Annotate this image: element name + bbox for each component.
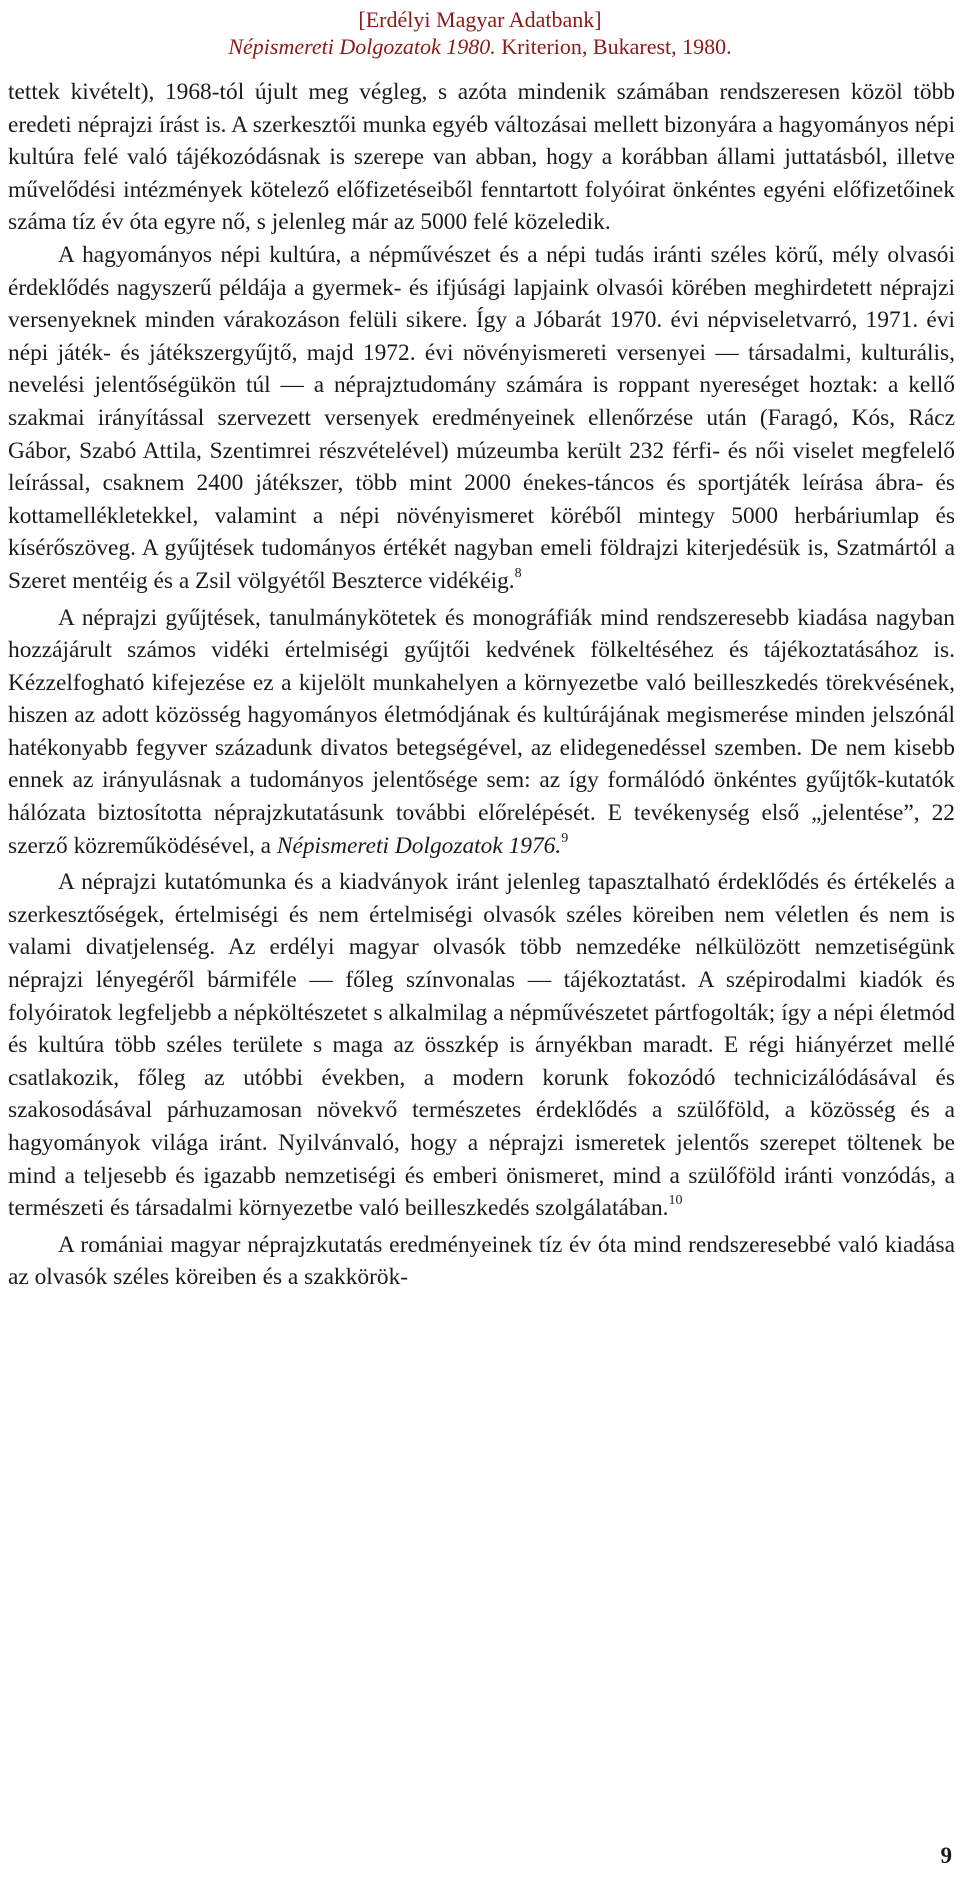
paragraph xyxy=(8,866,955,1229)
footnote-ref[interactable]: 9 xyxy=(561,830,569,846)
paragraph-text: A néprajzi kutatómunka és a kiadványok iránt jelenleg tapasztalható érdeklődés és értékelés a szerkesztőségek, értelmiségi és nem értelmiségi olvasók széles köreiben nem véletlen és nem is valami divatjelenség. Az erdélyi magyar olvasók több nemzedéke nélkülözött nemzetiségünk néprajzi lényegéről bármiféle — főleg színvonalas — tájékoztatást. A szépirodalmi kiadók és folyóiratok legfeljebb a népköltészetet s alkalmilag a népművészetet pártfogolták; így a népi életmód és kultúra több széles területe s maga az összkép is árnyékban maradt. E régi hiányérzet mellé csatlakozik, főleg az utóbbi években, a modern korunk fokozódó technicizálódásával és szakosodásával párhuzamosan növekvő természetes érdeklődés a szülőföld, a közösség és a hagyományok világa iránt. Nyilvánvaló, hogy a néprajzi ismeretek jelentős szerepet töltenek be mind a teljesebb és igazabb nemzetiségi és emberi önismeret, mind a szülőföld iránti vonzódás, a természeti és társadalmi környezetbe való beilleszkedés szolgálatában. xyxy=(8,869,955,1222)
page-header xyxy=(0,6,960,60)
header-source-title: Népismereti Dolgozatok 1980. xyxy=(228,34,496,59)
paragraph xyxy=(8,239,955,602)
page-number: 9 xyxy=(940,1843,952,1868)
header-source-publisher: Kriterion, Bukarest, 1980. xyxy=(495,34,732,59)
paragraph-continuation: tettek kivételt), 1968-tól újult meg végleg, s azóta mindenik számában rendszeresen közöl több eredeti néprajzi írást is. A szerkesztői munka egyéb változásai mellett bizonyára a hagyományos népi kultúra felé való tájékozódásnak is szerepe van abban, hogy a korábban állami juttatásból, illetve művelődési intézmények kötelező előfizetéseiből fenntartott folyóirat önkéntes egyéni előfizetőinek száma tíz év óta egyre nő, s jelenleg már az 5000 felé közeledik. xyxy=(8,79,955,236)
paragraph-text: A néprajzi gyűjtések, tanulmánykötetek és monográfiák mind rendszeresebb kiadása nagyban hozzájárult számos vidéki értelmiségi gyűjtői kedvének fölkeltéséhez és tájékoztatásához is. Kézzelfogható kifejezése ez a kijelölt munkahelyen a környezetbe való beilleszkedés törekvésének, hiszen az adott közösség hagyományos életmódjának és kultúrájának megismerése minden jelszónál hatékonyabb fegyver századunk divatos betegségével, az elidegenedéssel szemben. De nem kisebb ennek az irányulásnak a tudományos jelentősége sem: az így formálódó önkéntes gyűjtők-kutatók hálózata biztosította néprajzkutatásunk további előrelépését. E tevékenység első „jelentése”, 22 szerző közreműködésével, a xyxy=(8,604,955,859)
paragraph: A romániai magyar néprajzkutatás eredményeinek tíz év óta mind rendszeresebbé való kiadása az olvasók széles köreiben és a szakkörök- xyxy=(8,1231,955,1291)
footnote-ref[interactable]: 8 xyxy=(514,565,522,581)
paragraph xyxy=(8,602,955,867)
footnote-ref[interactable]: 10 xyxy=(668,1193,683,1209)
paragraph-text: A hagyományos népi kultúra, a népművészet és a népi tudás iránti széles körű, mély olvasói érdeklődés nagyszerű példája a gyermek- és ifjúsági lapjaink olvasói körében meghirdetett néprajzi versenyeknek minden várakozáson felüli sikere. Így a Jóbarát 1970. évi népviseletvarró, 1971. évi népi játék- és játékszergyűjtő, majd 1972. évi növényismereti versenyei — társadalmi, kulturális, nevelési jelentőségükön túl — a néprajztudomány számára is roppant nyereséget hoztak: a kellő szakmai irányítással szervezett versenyek eredményeinek ellenőrzése után (Faragó, Kós, Rácz Gábor, Szabó Attila, Szentimrei részvételével) múzeumba került 232 férfi- és női viselet megfelelő leírással, csaknem 2400 játékszer, több mint 2000 énekes-táncos és sportjáték leírása ábra- és kottamellékletekkel, valamint a népi növényismeret köréből mintegy 5000 herbáriumlap és kísérőszöveg. A gyűjtések tudományos értékét nagyban emeli földrajzi kiterjedésük is, Szatmártól a Szeret mentéig és a Zsil völgyétől Beszterce vidékéig. xyxy=(8,241,955,594)
document-body xyxy=(8,76,955,1294)
header-source xyxy=(0,33,960,60)
header-site-link[interactable]: [Erdélyi Magyar Adatbank] xyxy=(358,7,602,32)
italic-title: Népismereti Dolgozatok 1976. xyxy=(276,832,562,859)
